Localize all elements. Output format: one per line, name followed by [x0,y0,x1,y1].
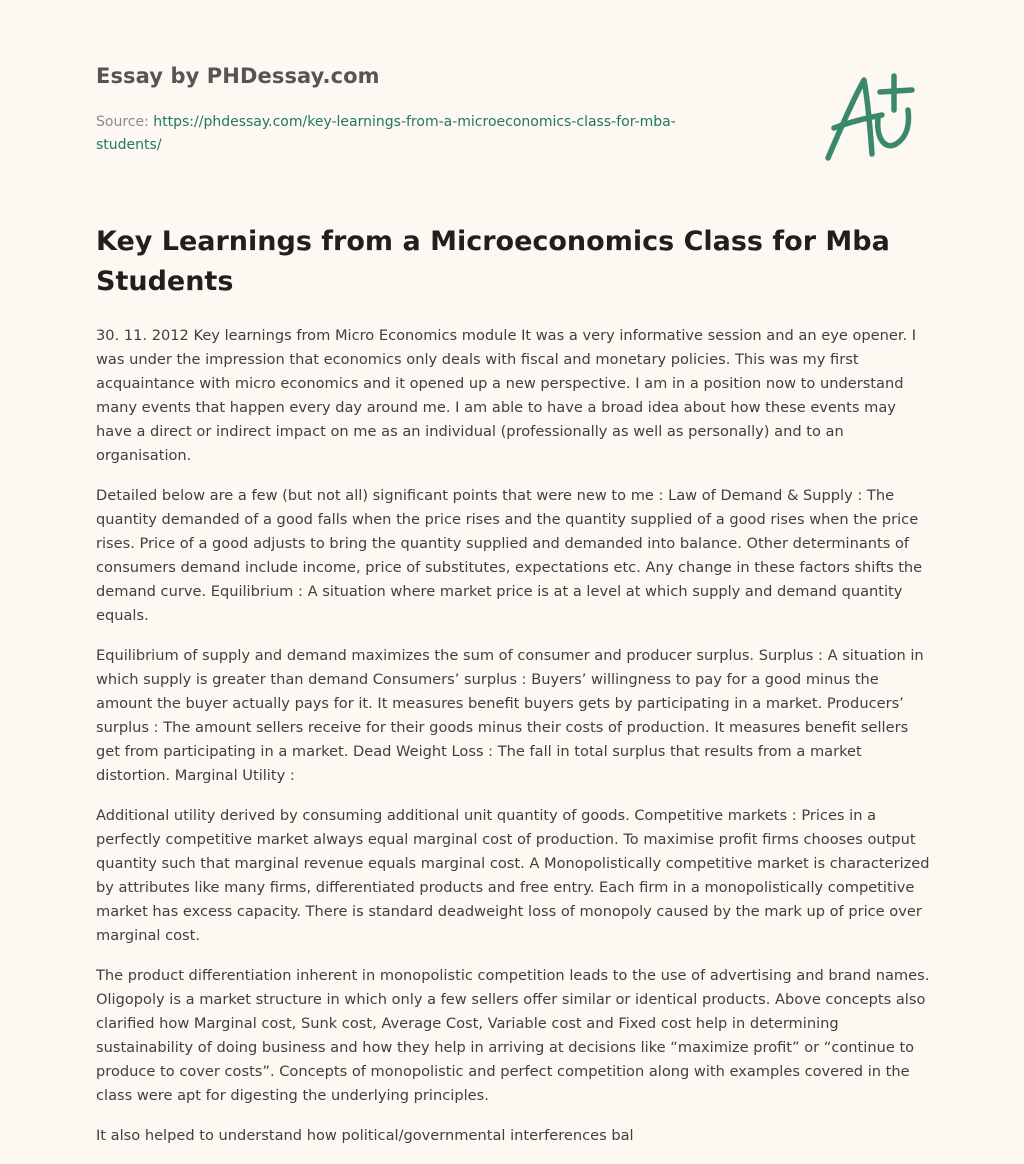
essay-paragraph: Additional utility derived by consuming additional unit quantity of goods. Competitive markets : Prices in a perfectly competitive market always equal marginal cost of production. To maximise profit firms chooses output quantity such that marginal revenue equals marginal cost. A Monopolistically competitive market is characterized by attributes like many firms, differentiated products and free entry. Each firm in a monopolistically competitive market has excess capacity. There is standard deadweight loss of monopoly caused by the mark up of price over marginal cost. [96,807,930,944]
source-label: Source: [96,114,154,130]
a-plus-grade-icon [820,68,930,164]
essay-paragraph: The product differentiation inherent in monopolistic competition leads to the use of advertising and brand names. Oligopoly is a market structure in which only a few sellers offer similar or identical products. Above concepts also clarified how Marginal cost, Sunk cost, Average Cost, Variable cost and Fixed cost help in determining sustainability of doing business and how they help in arriving at decisions like “maximize profit” or “continue to produce to cover costs”. Concepts of monopolistic and perfect competition along with examples covered in the class were apt for digesting the underlying principles. [96,967,930,1104]
essay-title: Key Learnings from a Microeconomics Class for Mba Students [96,226,890,297]
essay-paragraph: Equilibrium of supply and demand maximizes the sum of consumer and producer surplus. Surplus : A situation in which supply is greater than demand Consumers’ surplus : Buyers’ willingness to pay for a good minus the amount the buyer actually pays for it. It measures benefit buyers gets by participating in a market. Producers’ surplus : The amount sellers receive for their goods minus their costs of production. It measures benefit sellers get from participating in a market. Dead Weight Loss : The fall in total surplus that results from a market distortion. Marginal Utility : [96,647,924,784]
source-link[interactable]: https://phdessay.com/key-learnings-from-a-microeconomics-class-for-mba-students/ [96,114,676,153]
essay-body [96,324,932,1164]
source-line [96,111,736,157]
essay-paragraph: Detailed below are a few (but not all) significant points that were new to me : Law of Demand & Supply : The quantity demanded of a good falls when the price rises and the quantity supplied of a good rises when the price rises. Price of a good adjusts to bring the quantity supplied and demanded into balance. Other determinants of consumers demand include income, price of substitutes, expectations etc. Any change in these factors shifts the demand curve. Equilibrium : A situation where market price is at a level at which supply and demand quantity equals. [96,487,923,624]
essay-paragraph: 30. 11. 2012 Key learnings from Micro Economics module It was a very informative session and an eye opener. I was under the impression that economics only deals with fiscal and monetary policies. This was my first acquaintance with micro economics and it opened up a new perspective. I am in a position now to understand many events that happen every day around me. I am able to have a broad idea about how these events may have a direct or indirect impact on me as an individual (professionally as well as personally) and to an organisation. [96,327,917,464]
essay-paragraph: It also helped to understand how political/governmental interferences bal [96,1127,634,1144]
site-title: Essay by PHDessay.com [96,64,380,88]
